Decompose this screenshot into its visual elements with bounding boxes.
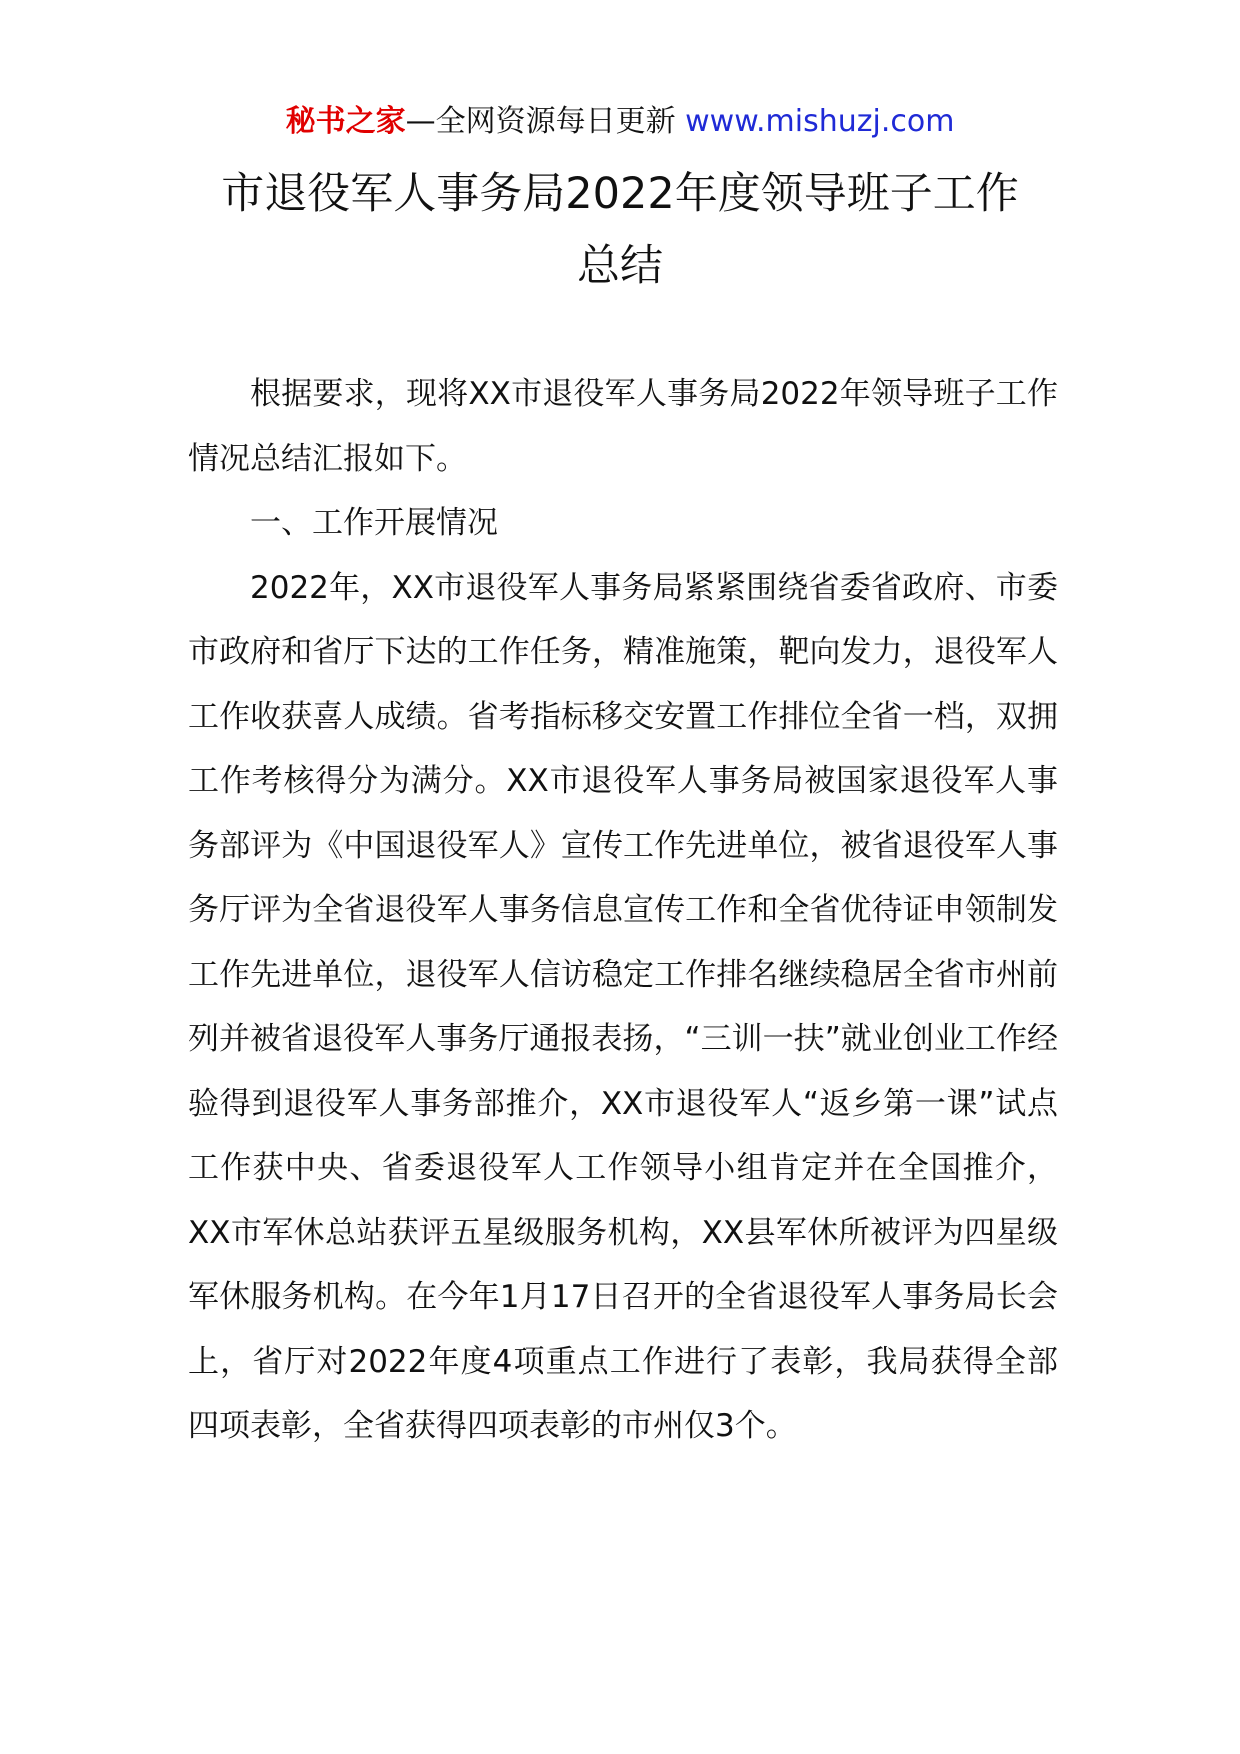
header-tagline: —全网资源每日更新 [405,104,676,139]
site-url-link[interactable]: www.mishuzj.com [685,104,955,139]
section-heading: 一、工作开展情况 [250,505,498,541]
document-body [188,362,1058,1459]
title-line-2: 总结 [577,241,663,291]
intro-paragraph: 根据要求，现将XX市退役军人事务局2022年领导班子工作情况总结汇报如下。 [188,376,1058,477]
body-paragraph: 2022年，XX市退役军人事务局紧紧围绕省委省政府、市委市政府和省厅下达的工作任务，精准施策，靶向发力，退役军人工作收获喜人成绩。省考指标移交安置工作排位全省一档，双拥工作考核得分为满分。XX市退役军人事务局被国家退役军人事务部评为《中国退役军人》宣传工作先进单位，被省退役军人事务厅评为全省退役军人事务信息宣传工作和全省优待证申领制发工作先进单位，退役军人信访稳定工作排名继续稳居全省市州前列并被省退役军人事务厅通报表扬，“三训一扶”就业创业工作经验得到退役军人事务部推介，XX市退役军人“返乡第一课”试点工作获中央、省委退役军人工作领导小组肯定并在全国推介，XX市军休总站获评五星级服务机构，XX县军休所被评为四星级军休服务机构。在今年1月17日召开的全省退役军人事务局长会上，省厅对2022年度4项重点工作进行了表彰，我局获得全部四项表彰，全省获得四项表彰的市州仅3个。 [188,569,1058,1444]
document-title [180,158,1060,302]
brand-name: 秘书之家 [285,104,406,139]
title-line-1: 市退役军人事务局2022年度领导班子工作 [221,169,1019,219]
site-header [0,100,1240,144]
